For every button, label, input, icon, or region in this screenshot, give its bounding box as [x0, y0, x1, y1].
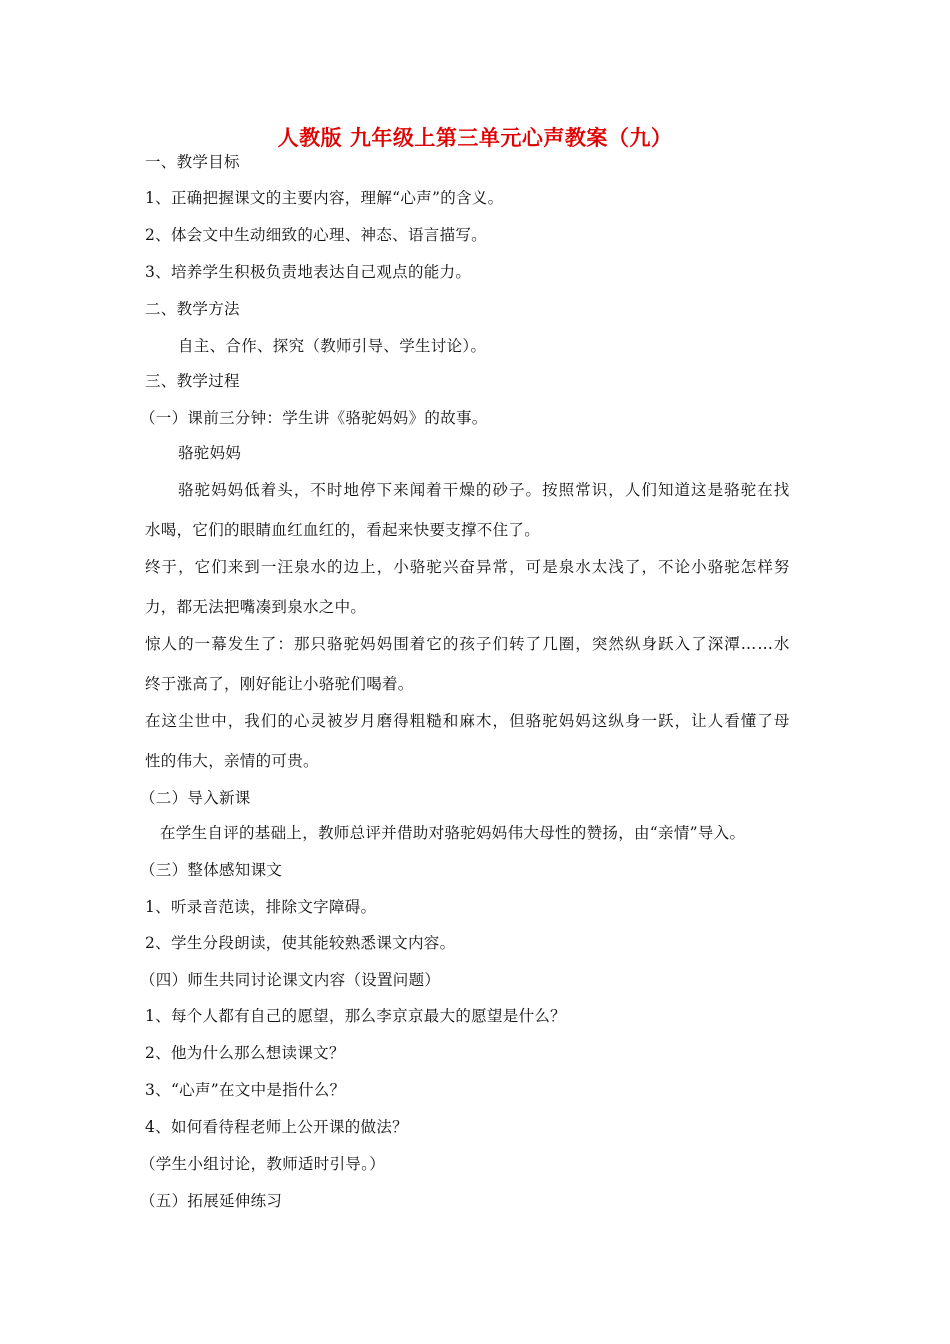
heading-teaching-methods: 二、教学方法: [145, 300, 240, 318]
heading-teaching-process: 三、教学过程: [145, 372, 240, 390]
story-paragraph-3-line-1: 惊人的一幕发生了：那只骆驼妈妈围着它的孩子们转了几圈，突然纵身跃入了深潭……水: [145, 635, 791, 653]
process-step-4: （四）师生共同讨论课文内容（设置问题）: [140, 971, 441, 989]
heading-teaching-goals: 一、教学目标: [145, 153, 240, 171]
story-paragraph-4-line-2: 性的伟大，亲情的可贵。: [145, 752, 319, 770]
step-3-item-1: 1、听录音范读，排除文字障碍。: [145, 898, 377, 916]
discussion-note: （学生小组讨论，教师适时引导。）: [140, 1155, 386, 1173]
document-title: 人教版 九年级上第三单元心声教案（九）: [277, 125, 673, 150]
process-step-5: （五）拓展延伸练习: [140, 1192, 283, 1210]
step-2-text: 在学生自评的基础上，教师总评并借助对骆驼妈妈伟大母性的赞扬，由“亲情”导入。: [160, 824, 746, 842]
step-3-item-2: 2、学生分段朗读，使其能较熟悉课文内容。: [145, 934, 456, 952]
story-paragraph-1-line-1: 骆驼妈妈低着头，不时地停下来闻着干燥的砂子。按照常识，人们知道这是骆驼在找: [178, 481, 791, 499]
goal-item-1: 1、正确把握课文的主要内容，理解“心声”的含义。: [145, 189, 504, 207]
question-3: 3、“心声”在文中是指什么？: [145, 1081, 346, 1099]
question-1: 1、每个人都有自己的愿望，那么李京京最大的愿望是什么？: [145, 1007, 566, 1025]
question-2: 2、他为什么那么想读课文？: [145, 1044, 345, 1062]
story-paragraph-2-line-1: 终于，它们来到一汪泉水的边上，小骆驼兴奋异常，可是泉水太浅了，不论小骆驼怎样努: [145, 558, 791, 576]
goal-item-2: 2、体会文中生动细致的心理、神态、语言描写。: [145, 226, 487, 244]
story-title: 骆驼妈妈: [178, 444, 242, 462]
process-step-3: （三）整体感知课文: [140, 861, 283, 879]
question-4: 4、如何看待程老师上公开课的做法？: [145, 1118, 408, 1136]
methods-text: 自主、合作、探究（教师引导、学生讨论）。: [178, 337, 487, 355]
story-paragraph-3-line-2: 终于涨高了，刚好能让小骆驼们喝着。: [145, 675, 414, 693]
process-step-2: （二）导入新课: [140, 789, 251, 807]
story-paragraph-1-line-2: 水喝，它们的眼睛血红血红的，看起来快要支撑不住了。: [145, 521, 541, 539]
process-step-1: （一）课前三分钟：学生讲《骆驼妈妈》的故事。: [140, 409, 488, 427]
story-paragraph-2-line-2: 力，都无法把嘴凑到泉水之中。: [145, 598, 367, 616]
goal-item-3: 3、培养学生积极负责地表达自己观点的能力。: [145, 263, 472, 281]
story-paragraph-4-line-1: 在这尘世中，我们的心灵被岁月磨得粗糙和麻木，但骆驼妈妈这纵身一跃，让人看懂了母: [145, 712, 791, 730]
